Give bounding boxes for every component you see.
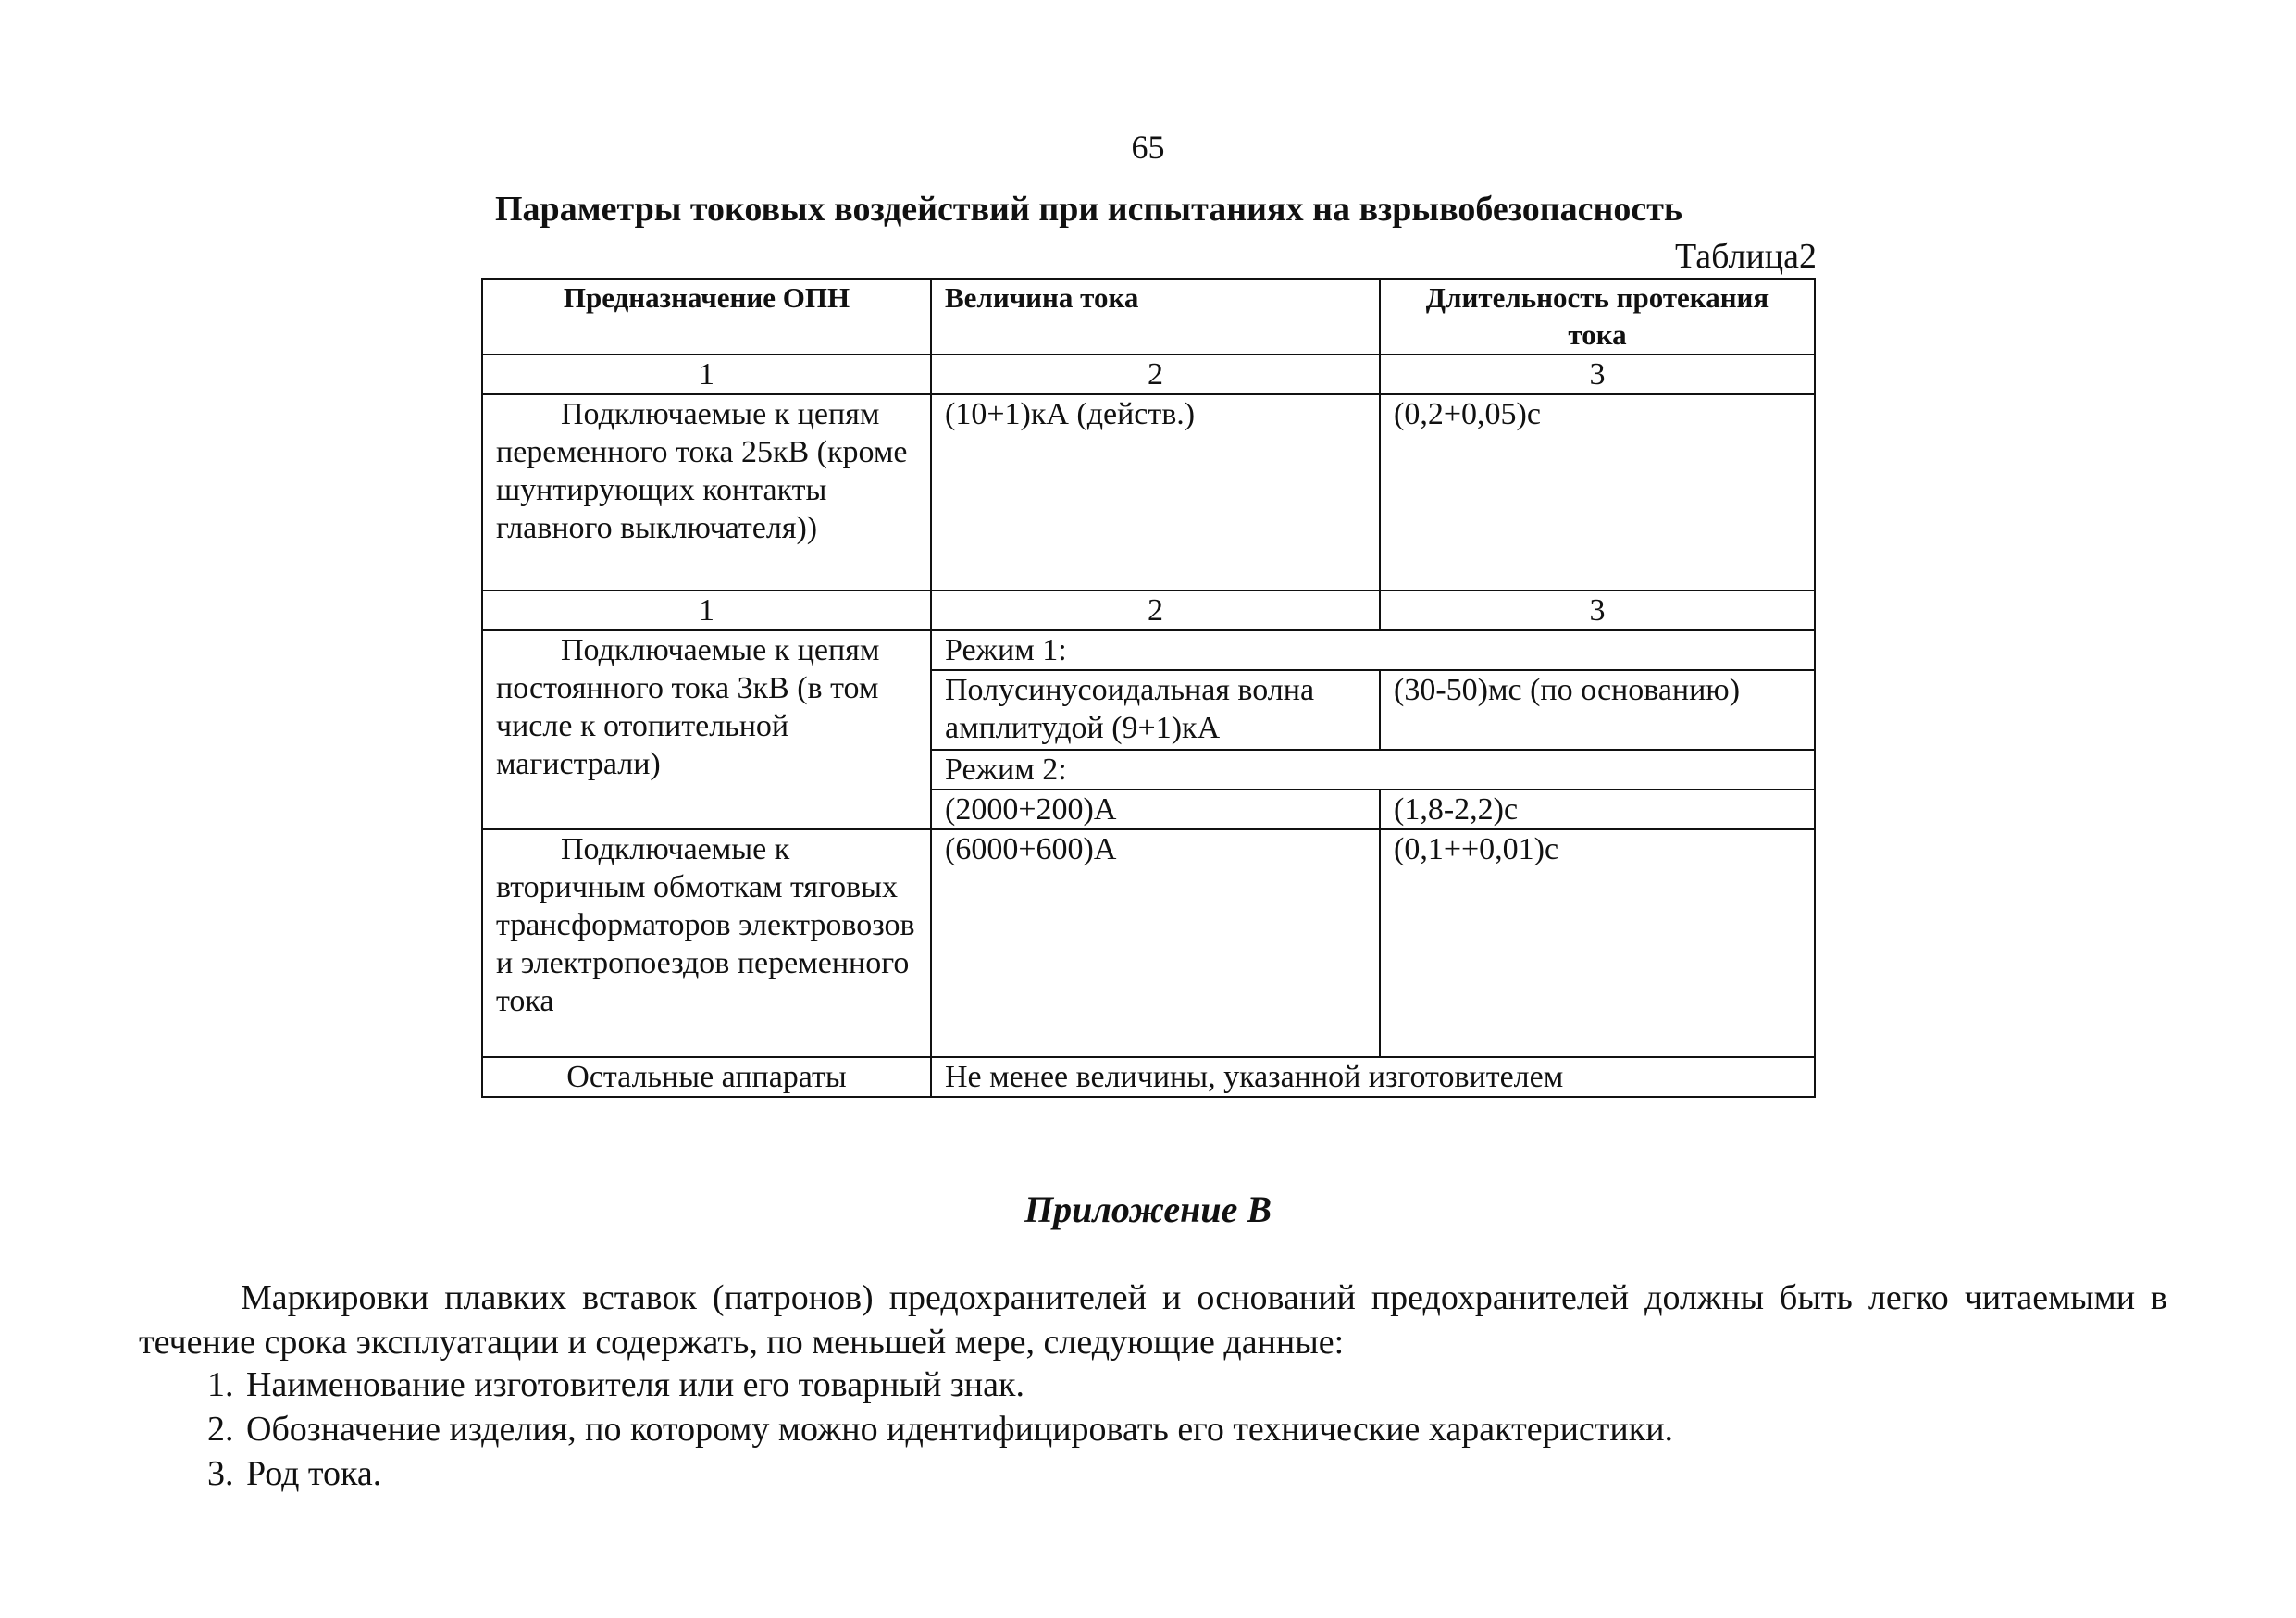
column-number-row: [482, 355, 1815, 394]
list-item: 3. Род тока.: [242, 1451, 2093, 1496]
duration-cell: (1,8-2,2)с: [1380, 790, 1815, 829]
current-cell: (10+1)кА (действ.): [931, 394, 1380, 591]
header-current: Величина тока: [931, 279, 1380, 355]
list-item: 1. Наименование изготовителя или его товарный знак.: [242, 1363, 2093, 1407]
requirements-list: [185, 1363, 2093, 1496]
duration-cell: (0,1++0,01)с: [1380, 829, 1815, 1057]
value-cell: Не менее величины, указанной изготовителем: [931, 1057, 1815, 1097]
parameters-table: [481, 278, 1816, 1098]
table-row: [482, 394, 1815, 591]
current-cell: (6000+600)А: [931, 829, 1380, 1057]
table-header-row: [482, 279, 1815, 355]
current-cell: Полусинусоидальная волна амплитудой (9+1)кА: [931, 670, 1380, 750]
table-title: Параметры токовых воздействий при испытаниях на взрывобезопасность: [495, 190, 1683, 229]
purpose-cell: Подключаемые к цепям постоянного тока 3кВ (в том числе к отопительной магистрали): [482, 630, 931, 829]
header-duration: Длительность протекания тока: [1380, 279, 1815, 355]
column-number: 3: [1380, 355, 1815, 394]
appendix-title: Приложение В: [1024, 1189, 1272, 1230]
current-cell: (2000+200)А: [931, 790, 1380, 829]
column-number: 2: [931, 591, 1380, 630]
body-paragraph: Маркировки плавких вставок (патронов) предохранителей и оснований предохранителей должны быть легко читаемыми в течение срока эксплуатации и содержать, по меньшей мере, следующие данные:: [139, 1278, 2167, 1362]
duration-cell: (30-50)мс (по основанию): [1380, 670, 1815, 750]
purpose-cell: Остальные аппараты: [482, 1057, 931, 1097]
header-purpose: Предназначение ОПН: [482, 279, 931, 355]
column-number: 3: [1380, 591, 1815, 630]
table-row: [482, 630, 1815, 670]
duration-cell: (0,2+0,05)с: [1380, 394, 1815, 591]
mode-label: Режим 1:: [931, 630, 1815, 670]
column-number: 1: [482, 591, 931, 630]
column-number-row: [482, 591, 1815, 630]
column-number: 2: [931, 355, 1380, 394]
purpose-cell: Подключаемые к вторичным обмоткам тяговых трансформаторов электровозов и электропоездов переменного тока: [482, 829, 931, 1057]
purpose-cell: Подключаемые к цепям переменного тока 25кВ (кроме шунтирующих контакты главного выключателя)): [482, 394, 931, 591]
mode-label: Режим 2:: [931, 750, 1815, 790]
table-caption: Таблица2: [1674, 237, 1817, 276]
table-row: [482, 1057, 1815, 1097]
page-number: 65: [1131, 129, 1165, 166]
table-row: [482, 829, 1815, 1057]
list-item: 2. Обозначение изделия, по которому можно идентифицировать его технические характеристики.: [242, 1407, 2093, 1451]
column-number: 1: [482, 355, 931, 394]
